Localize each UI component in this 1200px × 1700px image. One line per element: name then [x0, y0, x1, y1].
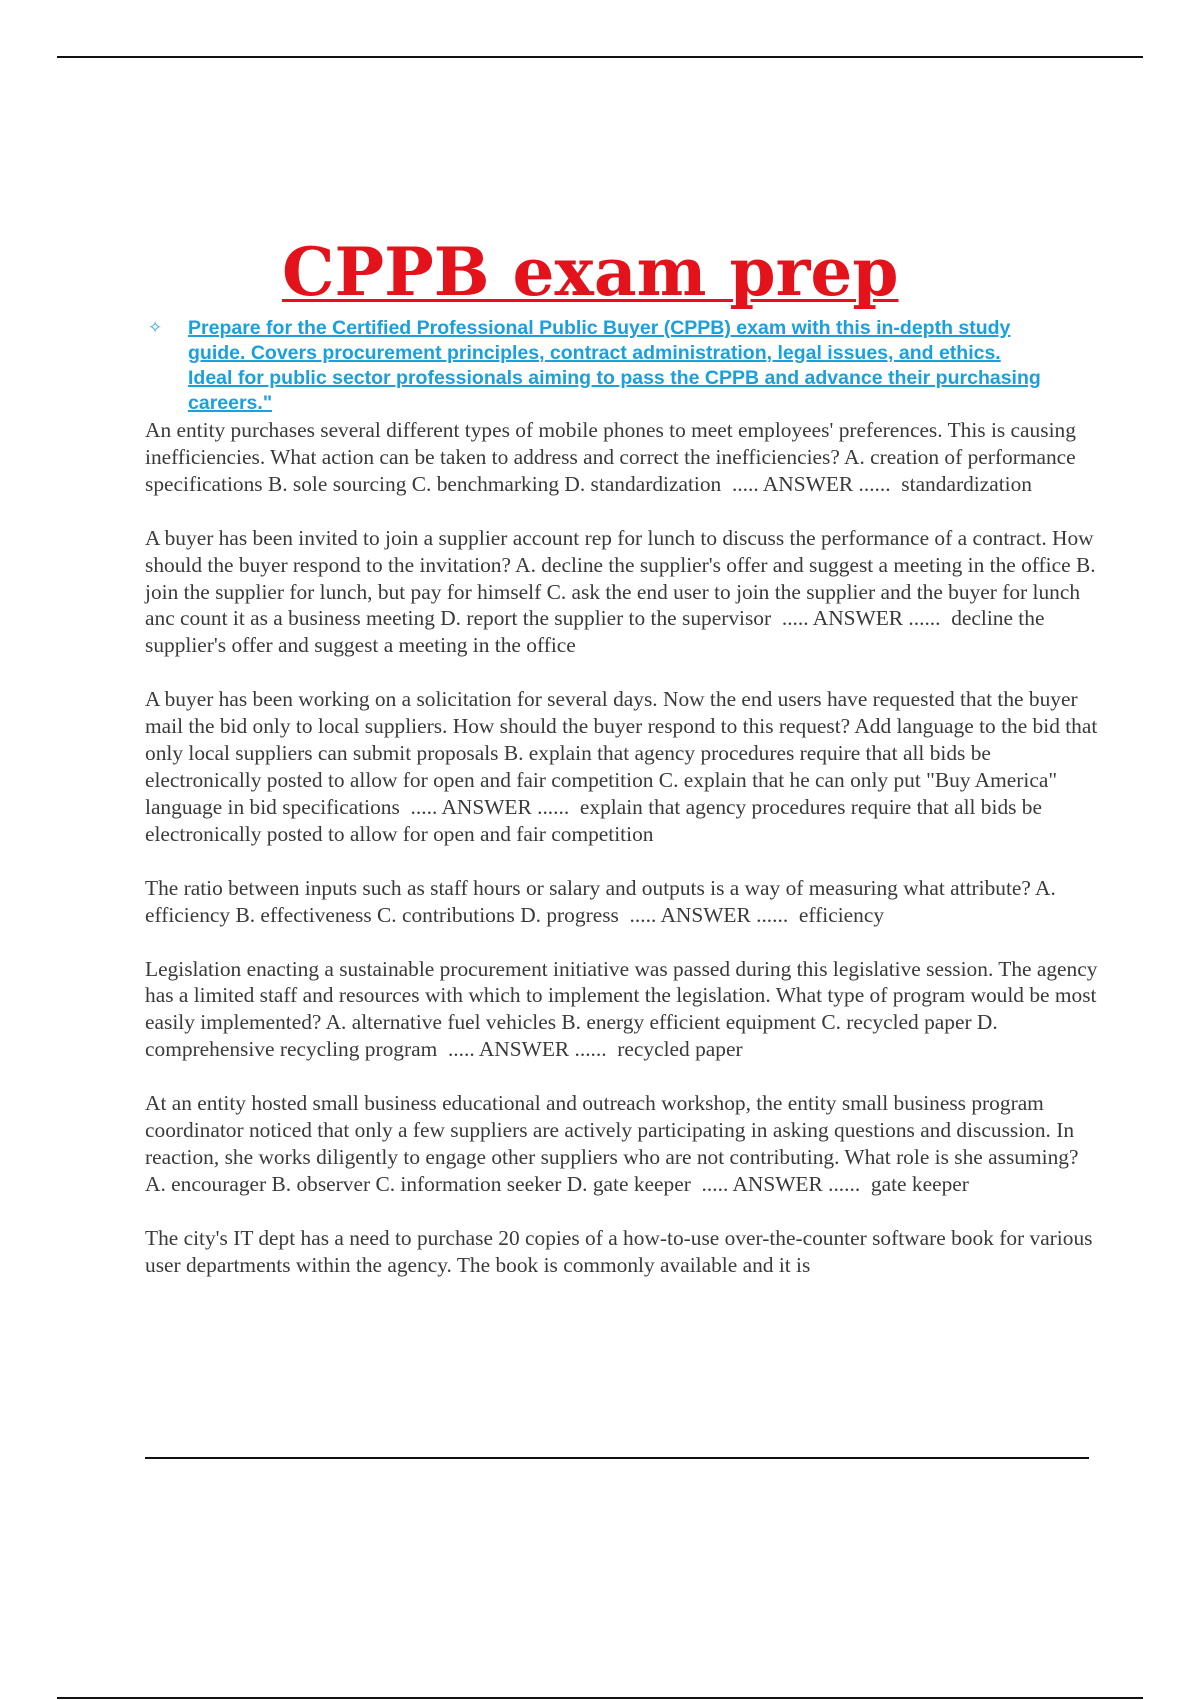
qa-item: [145, 525, 1100, 660]
page-top-rule: [57, 56, 1143, 58]
diamond-star-icon: ✧: [148, 318, 163, 338]
qa-trailing-text: The city's IT dept has a need to purchase 20 copies of a how-to-use over-the-counter software book for various user departments within the agency. The book is commonly available and it is: [145, 1225, 1093, 1277]
content-bottom-rule: [145, 1457, 1089, 1459]
answer-label: ..... ANSWER ......: [701, 1171, 861, 1196]
answer-label: ..... ANSWER ......: [447, 1037, 607, 1062]
question-text: A buyer has been working on a solicitation for several days. Now the end users have requested that the buyer mail the bid only to local suppliers. How should the buyer respond to this request? Add language to the bid that only local suppliers can submit proposals B. explain that agency procedures require that all bids be electronically posted to allow for open and fair competition C. explain that he can only put "Buy America" language in bid specifications: [145, 687, 1098, 819]
answer-label: ..... ANSWER ......: [629, 902, 789, 927]
question-text: An entity purchases several different types of mobile phones to meet employees' preferences. This is causing inefficiencies. What action can be taken to address and correct the inefficiencies? A. creation of performance specifications B. sole sourcing C. benchmarking D. standardization: [145, 418, 1076, 496]
qa-item: [145, 417, 1100, 498]
answer-text: standardization: [901, 471, 1032, 496]
qa-list: [145, 417, 1100, 1306]
answer-text: recycled paper: [617, 1037, 743, 1062]
answer-text: efficiency: [798, 902, 885, 927]
answer-label: ..... ANSWER ......: [410, 794, 570, 819]
answer-text: gate keeper: [870, 1171, 969, 1196]
intro-block: [148, 316, 1048, 416]
answer-text: decline the supplier's offer and suggest a meeting in the office: [145, 606, 1045, 658]
question-text: The ratio between inputs such as staff hours or salary and outputs is a way of measuring what attribute? A. efficiency B. effectiveness C. contributions D. progress: [145, 875, 1056, 927]
qa-item: [145, 1090, 1100, 1198]
answer-text: explain that agency procedures require that all bids be electronically posted to allow for open and fair competition: [145, 794, 1042, 846]
answer-label: ..... ANSWER ......: [731, 471, 891, 496]
question-text: At an entity hosted small business educational and outreach workshop, the entity small business program coordinator noticed that only a few suppliers are actively participating in asking questions and discussion. In reaction, she works diligently to engage other suppliers who are not contributing. What role is she assuming? A. encourager B. observer C. information seeker D. gate keeper: [145, 1091, 1079, 1196]
answer-label: ..... ANSWER ......: [781, 606, 941, 631]
intro-link-text[interactable]: Prepare for the Certified Professional Public Buyer (CPPB) exam with this in-depth study guide. Covers procurement principles, contract administration, legal issues, and ethics. Ideal for public sector professionals aiming to pass the CPPB and advance their purchasing careers.": [188, 317, 1041, 414]
page-bottom-rule: [57, 1697, 1143, 1699]
question-text: Legislation enacting a sustainable procurement initiative was passed during this legislative session. The agency has a limited staff and resources with which to implement the legislation. What type of program would be most easily implemented? A. alternative fuel vehicles B. energy efficient equipment C. recycled paper D. comprehensive recycling program: [145, 956, 1098, 1062]
qa-item: [145, 686, 1100, 847]
question-text: A buyer has been invited to join a supplier account rep for lunch to discuss the performance of a contract. How should the buyer respond to the invitation? A. decline the supplier's offer and suggest a meeting in the office B. join the supplier for lunch, but pay for himself C. ask the end user to join the supplier and the buyer for lunch anc count it as a business meeting D. report the supplier to the supervisor: [145, 525, 1096, 631]
qa-item: [145, 875, 1100, 929]
qa-item: [145, 956, 1100, 1064]
document-title: CPPB exam prep: [282, 233, 899, 311]
